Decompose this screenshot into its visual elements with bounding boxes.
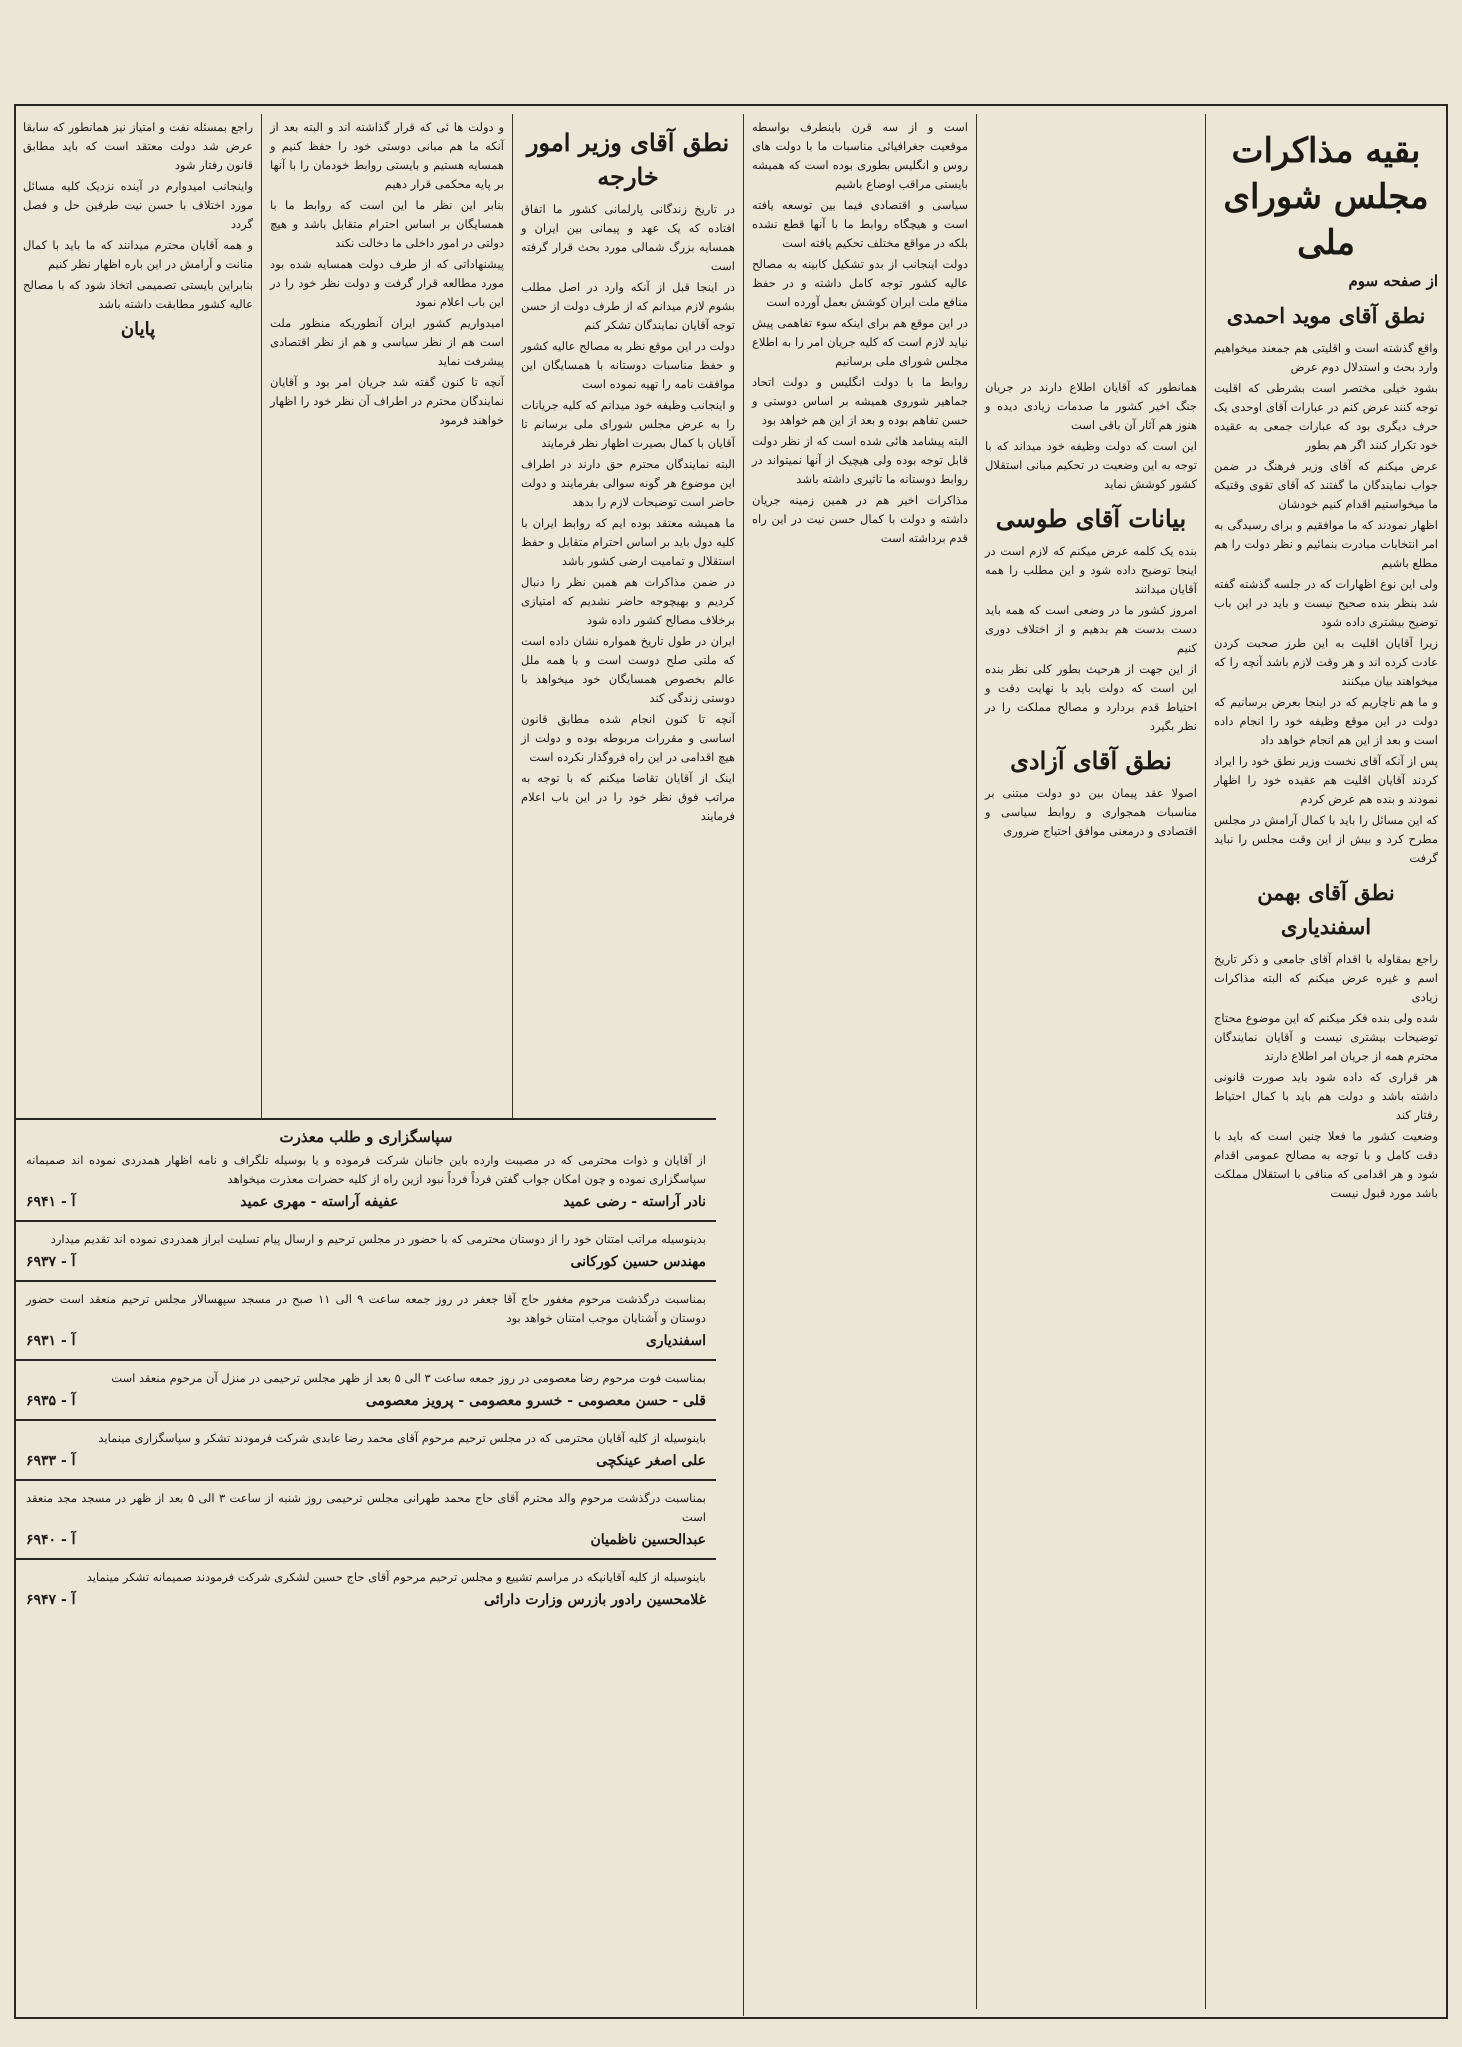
notice-signature: غلامحسین رادور بازرس وزارت دارائی: [484, 1592, 706, 1608]
paragraph: پیشنهاداتی که از طرف دولت همسایه شده بود مورد مطالعه قرار گرفت و دولت نظر خود را در این باب اعلام نمود: [270, 257, 504, 309]
paragraph: ایران در طول تاریخ همواره نشان داده است که ملتی صلح دوست است و با همه ملل عالم بخصوص همسایگان خود میخواهد با دوستی زندگی کند: [521, 634, 735, 705]
notice-signature: اسفندیاری: [645, 1333, 706, 1349]
notice-signature: عفیفه آراسته - مهری عمید: [240, 1194, 399, 1210]
column-6: [15, 114, 261, 1118]
paragraph: آنچه تا کنون انجام شده مطابق قانون اساسی و مقررات مربوطه بوده و دولت از هیچ اقدامی در این راه فروگذار نکرده است: [521, 712, 735, 764]
statement-body: [985, 542, 1197, 736]
notice-signature: قلی - حسن معصومی - خسرو معصومی - پرویز معصومی: [365, 1393, 706, 1409]
notice-ref: آ - ۶۹۳۱: [26, 1333, 76, 1349]
column-3: [744, 114, 976, 2009]
speech3-body: [985, 784, 1197, 841]
notice-ref: آ - ۶۹۴۰: [26, 1532, 76, 1548]
notice-body: باینوسیله از کلیه آقایانیکه در مراسم تشییع و مجلس ترحیم مرحوم آقای حاج حسین لشکری شرکت فرمودند صمیمانه تشکر مینماید: [86, 1570, 706, 1584]
paragraph: در ضمن مذاکرات هم همین نظر را دنبال کردیم و بهیچوجه حاضر نشدیم که امتیازی برخلاف مصالح کشور داده شود: [521, 575, 735, 627]
notice-signature: نادر آراسته - رضی عمید: [563, 1194, 706, 1210]
column-rule: [1205, 114, 1206, 2009]
speech3-title: نطق آقای آزادی: [1010, 746, 1172, 775]
notices-block: [16, 1118, 716, 2017]
notice-signature: عبدالحسین ناظمیان: [590, 1532, 706, 1548]
paragraph: امیدواریم کشور ایران آنطوریکه منظور ملت است هم از نظر سیاسی و هم از نظر اقتصادی پیشرفت نماید: [270, 316, 504, 368]
paragraph: است و از سه قرن باینطرف بواسطه موقعیت جغرافیائی مناسبات ما با دولت های روس و انگلیس بطوری بوده است که همیشه بایستی مراقب اوضاع باشیم: [752, 120, 968, 191]
paragraph: پس از آنکه آقای نخست وزیر نطق خود را ایراد کردند آقایان اقلیت هم عقیده خود را اظهار نمودند و بنده هم عرض کردم: [1214, 754, 1438, 806]
column-rule: [261, 114, 262, 1118]
notice-ref: آ - ۶۹۴۱: [26, 1194, 76, 1210]
notice-thanks: [16, 1118, 716, 1220]
paragraph: و دولت ها ئی که قرار گذاشته اند و البته بعد از آنکه ما هم مبانی دوستی خود را حفظ کنیم و همسایه هستیم و بایستی روابط خودمان را با آنها بر پایه محکمی قرار دهیم: [270, 120, 504, 191]
paragraph: بنده یک کلمه عرض میکنم که لازم است در اینجا توضیح داده شود و این مطلب را همه آقایان میدانند: [985, 544, 1197, 596]
continued-note: از صفحه سوم: [1348, 272, 1438, 290]
main-headline: بقیه مذاکرات مجلس شورای ملی: [1223, 131, 1429, 263]
column-6-body: [23, 118, 253, 314]
speech1-title: نطق آقای موید احمدی: [1226, 303, 1426, 328]
paragraph: اظهار نمودند که ما موافقیم و برای رسیدگی به امر انتخابات مبادرت بنمائیم و نظر دولت را هم مطلع باشیم: [1214, 518, 1438, 570]
paragraph: زیرا آقایان اقلیت به این طرز صحبت کردن عادت کرده اند و هر وقت لازم باشد آنچه را که میخواهند بیان میکنند: [1214, 636, 1438, 688]
paragraph: اینک از آقایان تقاضا میکنم که با توجه به مراتب فوق نظر خود را در این باب اعلام فرمایند: [521, 771, 735, 823]
paragraph: وضعیت کشور ما فعلا چنین است که باید با دقت کامل و با توجه به مصالح عمومی اقدام شود و هر اقدامی که منافی با استقلال مملکت باشد مورد قبول نیست: [1214, 1129, 1438, 1200]
column-1: [1206, 114, 1446, 2009]
foreign-minister-body: [521, 200, 735, 826]
paragraph: همانطور که آقایان اطلاع دارند در جریان جنگ اخیر کشور ما صدمات زیادی دیده و هنوز هم آثار آن باقی است: [985, 380, 1197, 432]
paragraph: مذاکرات اخیر هم در همین زمینه جریان داشته و دولت با کمال حسن نیت در این راه قدم برداشته است: [752, 493, 968, 545]
paragraph: و همه آقایان محترم میدانند که ما باید با کمال متانت و آرامش در این باره اظهار نظر کنیم: [23, 238, 253, 271]
paragraph: دولت در این موقع نظر به مصالح عالیه کشور و حفظ مناسبات دوستانه با همسایگان این موافقت نامه را تهیه نموده است: [521, 339, 735, 391]
notice-last: [16, 1558, 716, 1618]
notice-ref: آ - ۶۹۳۳: [26, 1453, 76, 1469]
notice-signatures: [26, 1452, 706, 1471]
paragraph: عرض میکنم که آقای وزیر فرهنگ در ضمن جواب نمایندگان ما گفتند که آقای تقوی وقتیکه ما میخواستیم اقدام کنیم خودشان: [1214, 459, 1438, 511]
paragraph: از این جهت از هرحیث بطور کلی نظر بنده این است که دولت باید با نهایت دقت و احتیاط قدم بردارد و مصالح مملکت را در نظر بگیرد: [985, 662, 1197, 733]
notice-signatures: [26, 1531, 706, 1550]
paragraph: راجع بمقاوله با اقدام آقای جامعی و ذکر تاریخ اسم و غیره عرض میکنم که البته مذاکرات زیادی: [1214, 952, 1438, 1004]
paragraph: سیاسی و اقتصادی فیما بین توسعه یافته است و هیچگاه روابط ما با آنها قطع نشده بلکه در مواقع مختلف تحکیم یافته است: [752, 198, 968, 250]
paragraph: بنابر این نظر ما این است که روابط ما با همسایگان بر اساس احترام متقابل باشد و هیچ دولتی در امور داخلی ما دخالت نکند: [270, 198, 504, 250]
paragraph: ولی این نوع اظهارات که در جلسه گذشته گفته شد بنظر بنده صحیح نیست و باید در این باب توضیح بیشتری داده شود: [1214, 577, 1438, 629]
notice-abedi: [16, 1419, 716, 1479]
notice-ref: آ - ۶۹۴۷: [26, 1592, 76, 1608]
paragraph: روابط ما با دولت انگلیس و دولت اتحاد جماهیر شوروی همیشه بر اساس دوستی و حسن تفاهم بوده و بعد از این هم خواهد بود: [752, 375, 968, 427]
notice-signatures: [26, 1332, 706, 1351]
paragraph: در تاریخ زندگانی پارلمانی کشور ما اتفاق افتاده که یک عهد و پیمانی بین ایران و همسایه بزرگ شمالی مورد بحث قرار گرفته است: [521, 202, 735, 273]
paragraph: و اینجانب وظیفه خود میدانم که کلیه جریانات را به عرض مجلس شورای ملی برسانم تا آقایان با کمال بصیرت اظهار نظر فرمایند: [521, 398, 735, 450]
paragraph: بشود خیلی مختصر است بشرطی که اقلیت توجه کنند عرض کنم در عبارات آقای اوحدی یک حرف دیگری بود که عبارات جمعی به عقیده خود تکرار کنند اگر هم بطور: [1214, 381, 1438, 452]
notice-tehrani: [16, 1479, 716, 1558]
notice-body: بمناسبت فوت مرحوم رضا معصومی در روز جمعه ساعت ۳ الی ۵ بعد از ظهر مجلس ترحیمی در منزل آن مرحوم منعقد است: [111, 1371, 706, 1385]
paragraph: که این مسائل را باید با کمال آرامش در مجلس مطرح کرد و بیش از این وقت مجلس را نباید گرفت: [1214, 813, 1438, 865]
notice-ref: آ - ۶۹۳۵: [26, 1393, 76, 1409]
notice-signatures: [26, 1253, 706, 1272]
paragraph: اصولا عقد پیمان بین دو دولت مبتنی بر مناسبات همجواری و روابط سیاسی و اقتصادی و درمعنی موافق احتیاج ضروری: [985, 786, 1197, 838]
paragraph: آنچه تا کنون گفته شد جریان امر بود و آقایان نمایندگان محترم در اطراف آن نظر خود را اظهار خواهند فرمود: [270, 375, 504, 427]
notice-body: بمناسبت درگذشت مرحوم مغفور حاج آقا جعفر در روز جمعه ساعت ۹ الی ۱۱ صبح در مسجد سپهسالار مجلس ترحیم منعقد است حضور دوستان و آشنایان موجب امتنان خواهد بود: [26, 1292, 706, 1325]
newspaper-page: [14, 104, 1448, 2019]
paragraph: در این موقع هم برای اینکه سوء تفاهمی پیش نیاید لازم است که کلیه جریان امر را به اطلاع مجلس شورای ملی برسانیم: [752, 316, 968, 368]
paragraph: شده ولی بنده فکر میکنم که این موضوع محتاج توضیحات بیشتری نیست و آقایان نمایندگان محترم همه از جریان امر اطلاع دارند: [1214, 1011, 1438, 1063]
notice-signature: علی اصغر عینکچی: [596, 1453, 706, 1469]
notice-signature: مهندس حسین کورکانی: [570, 1254, 706, 1270]
notice-ref: آ - ۶۹۳۷: [26, 1254, 76, 1270]
notice-body: باینوسیله از کلیه آقایان محترمی که در مجلس ترحیم مرحوم آقای محمد رضا عابدی شرکت فرمودند تشکر و سپاسگزاری مینماید: [98, 1431, 706, 1445]
paragraph: بنابراین بایستی تصمیمی اتخاذ شود که با مصالح عالیه کشور مطابقت داشته باشد: [23, 278, 253, 311]
paragraph: هر قراری که داده شود باید صورت قانونی داشته باشد و دولت هم باید با کمال احتیاط رفتار کند: [1214, 1070, 1438, 1122]
column-5-body: [270, 118, 504, 430]
paragraph: دولت اینجانب از بدو تشکیل کابینه به مصالح عالیه کشور توجه کامل داشته و در حفظ منافع ملت ایران کوشش بعمل آورده است: [752, 257, 968, 309]
paragraph: ما همیشه معتقد بوده ایم که روابط ایران با کلیه دول باید بر اساس احترام متقابل و حفظ استقلال و تمامیت ارضی کشور باشد: [521, 516, 735, 568]
paragraph: در اینجا قبل از آنکه وارد در اصل مطلب بشوم لازم میدانم که از طرف دولت از حسن توجه آقایان نمایندگان تشکر کنم: [521, 280, 735, 332]
statement-title: بیانات آقای طوسی: [995, 504, 1187, 533]
article-end-marker: پایان: [120, 319, 156, 340]
notice-body: از آقایان و ذوات محترمی که در مصیبت وارده باین جانبان شرکت فرموده و یا بوسیله تلگراف و نامه اظهار همدردی نموده اند صمیمانه سپاسگزاری نموده و چون امکان جواب گفتن فرداً فرداً نبود ازین راه از کلیه حضرات معذرت میخواهد: [26, 1153, 706, 1186]
speech1-body: [1214, 339, 1438, 868]
column-5: [262, 114, 512, 1118]
notice-esfandiari: [16, 1280, 716, 1359]
paragraph: و ما هم ناچاریم که در اینجا بعرض برسانیم که دولت در این موقع وظیفه خود را انجام داده است و بعد از این هم انجام خواهد داد: [1214, 695, 1438, 747]
foreign-minister-headline: نطق آقای وزیر امور خارجه: [526, 128, 730, 191]
notice-body: بدینوسیله مراتب امتنان خود را از دوستان محترمی که با حضور در مجلس ترحیم و ارسال پیام تسلیت ابراز همدردی نموده اند تقدیم میدارد: [50, 1232, 706, 1246]
paragraph: این است که دولت وظیفه خود میداند که با توجه به این وضعیت در تحکیم مبانی استقلال کشور کوشش نماید: [985, 439, 1197, 491]
paragraph: البته پیشامد هائی شده است که از نظر دولت قابل توجه بوده ولی هیچیک از آنها نمیتواند در روابط دوستانه ما تاثیری داشته باشد: [752, 434, 968, 486]
notice-title: سپاسگزاری و طلب معذرت: [279, 1128, 453, 1146]
notice-signatures: [26, 1591, 706, 1610]
column-3-body: [752, 118, 968, 548]
statement-lead: [985, 378, 1197, 494]
paragraph: واینجانب امیدوارم در آینده نزدیک کلیه مسائل مورد اختلاف با حسن نیت طرفین حل و فصل گردد: [23, 179, 253, 231]
column-2: [977, 114, 1205, 2009]
speech2-body: [1214, 950, 1438, 1203]
notice-signatures: [26, 1392, 706, 1411]
column-rule: [512, 114, 513, 1118]
column-rule: [976, 114, 977, 2009]
paragraph: البته نمایندگان محترم حق دارند در اطراف این موضوع هر گونه سوالی بفرمایند و دولت حاضر است توضیحات لازم را بدهد: [521, 457, 735, 509]
notice-engineer: [16, 1220, 716, 1280]
paragraph: واقع گذشته است و اقلیتی هم جمعند میخواهیم وارد بحث و استدلال دوم عرض: [1214, 341, 1438, 374]
speech2-title: نطق آقای بهمن اسفندیاری: [1257, 880, 1395, 939]
notice-masoumi: [16, 1359, 716, 1419]
notice-body: بمناسبت درگذشت مرحوم والد محترم آقای حاج محمد طهرانی مجلس ترحیمی روز شنبه از ساعت ۳ الی ۵ بعد از ظهر در مسجد مجد منعقد است: [26, 1491, 706, 1524]
column-rule: [743, 114, 744, 2016]
paragraph: امروز کشور ما در وضعی است که همه باید دست بدست هم بدهیم و از اختلاف دوری کنیم: [985, 603, 1197, 655]
paragraph: راجع بمسئله نفت و امتیاز نیز همانطور که سابقا عرض شد دولت معتقد است که باید مطابق قانون رفتار شود: [23, 120, 253, 172]
notice-signatures: [26, 1193, 706, 1212]
